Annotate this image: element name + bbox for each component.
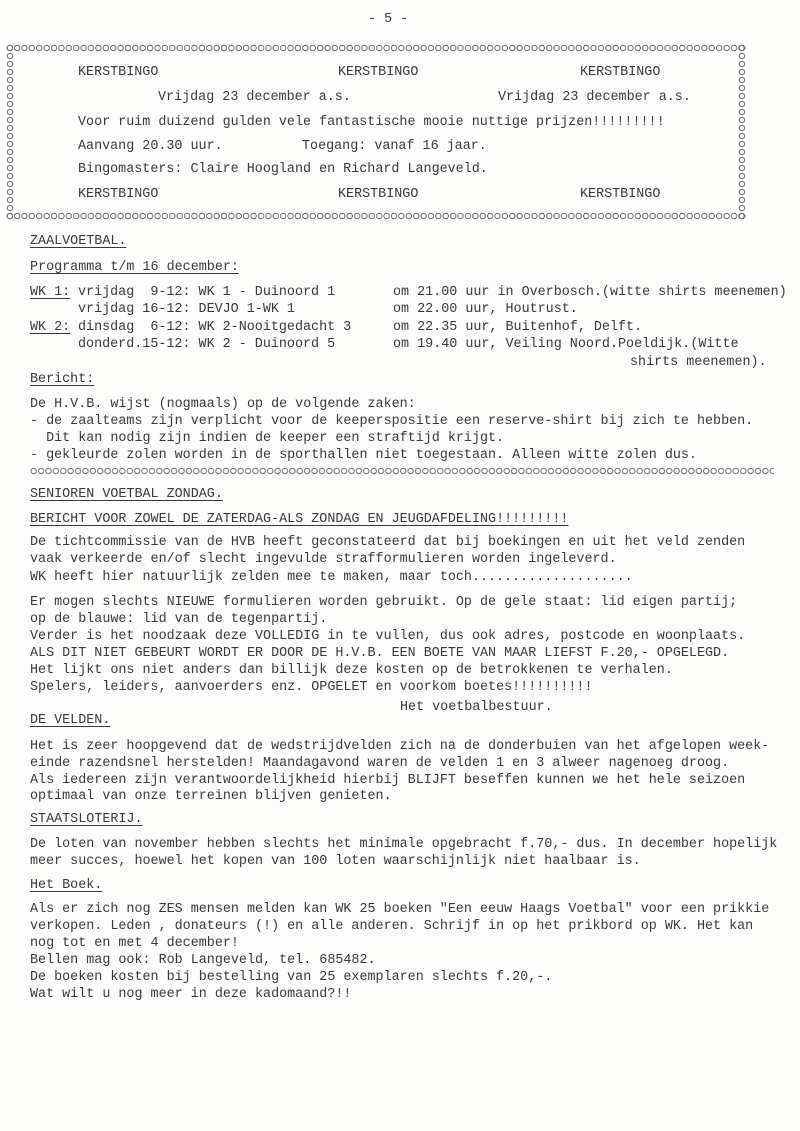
- bingo-title: KERSTBINGO: [78, 187, 159, 202]
- notice-heading: Bericht:: [30, 372, 95, 387]
- bingo-title: KERSTBINGO: [78, 65, 159, 80]
- paragraph-line: optimaal van onze terreinen blijven genieten.: [30, 789, 392, 804]
- schedule-location: om 19.40 uur, Veiling Noord.Poeldijk.(Witte: [393, 337, 739, 352]
- paragraph-line: op de blauwe: lid van de tegenpartij.: [30, 612, 328, 627]
- paragraph-line: WK heeft hier natuurlijk zelden mee te maken, maar toch....................: [30, 570, 633, 585]
- paragraph-line: Wat wilt u nog meer in deze kadomaand?!!: [30, 987, 352, 1002]
- bingo-title: KERSTBINGO: [338, 65, 419, 80]
- program-heading: Programma t/m 16 december:: [30, 260, 239, 275]
- schedule-location: om 22.00 uur, Houtrust.: [393, 302, 578, 317]
- schedule-team: WK 2:: [30, 320, 71, 335]
- notice-line: - gekleurde zolen worden in de sporthallen niet toegestaan. Alleen witte zolen dus.: [30, 448, 697, 463]
- paragraph-line: verkopen. Leden , donateurs (!) en alle anderen. Schrijf in op het prikbord op WK. Het kan: [30, 919, 754, 934]
- velden-heading: DE VELDEN.: [30, 713, 111, 728]
- paragraph-line: De boeken kosten bij bestelling van 25 exemplaren slechts f.20,-.: [30, 970, 553, 985]
- paragraph-line: nog tot en met 4 december!: [30, 936, 239, 951]
- bingo-title: KERSTBINGO: [338, 187, 419, 202]
- notice-line: - de zaalteams zijn verplicht voor de keeperspositie een reserve-shirt bij zich te hebben.: [30, 414, 754, 429]
- page-number: - 5 -: [368, 12, 409, 27]
- bingo-title: KERSTBINGO: [580, 65, 661, 80]
- paragraph-line: De tichtcommissie van de HVB heeft geconstateerd dat bij boekingen en uit het veld zenden: [30, 535, 746, 550]
- bingo-title: KERSTBINGO: [580, 187, 661, 202]
- schedule-location: om 21.00 uur in Overbosch.(witte shirts meenemen): [393, 285, 787, 300]
- paragraph-line: Als iedereen zijn verantwoordelijkheid hierbij BLIJFT beseffen kunnen we het hele seizoen: [30, 773, 746, 788]
- schedule-match: vrijdag 9-12: WK 1 - Duinoord 1: [78, 285, 336, 300]
- paragraph-line: Het is zeer hoopgevend dat de wedstrijdvelden zich na de donderbuien van het afgelopen week-: [30, 739, 770, 754]
- paragraph-line: Het lijkt ons niet anders dan billijk deze kosten op de betrokkenen te verhalen.: [30, 663, 673, 678]
- schedule-location-continued: shirts meenemen).: [630, 355, 767, 370]
- bingo-start: Aanvang 20.30 uur.: [78, 139, 223, 154]
- paragraph-line: ALS DIT NIET GEBEURT WORDT ER DOOR DE H.V.B. EEN BOETE VAN MAAR LIEFST F.20,- OPGELEGD.: [30, 646, 730, 661]
- paragraph-line: Als er zich nog ZES mensen melden kan WK 25 boeken "Een eeuw Haags Voetbal" voor een prikkie: [30, 902, 770, 917]
- paragraph-line: einde razendsnel herstelden! Maandagavond waren de velden 1 en 3 alweer nagenoeg droog.: [30, 756, 730, 771]
- bingo-date: Vrijdag 23 december a.s.: [498, 90, 691, 105]
- bingo-prizes: Voor ruim duizend gulden vele fantastische mooie nuttige prijzen!!!!!!!!!: [78, 115, 665, 130]
- boek-heading: Het Boek.: [30, 878, 103, 893]
- frame-border-left: [6, 44, 14, 220]
- paragraph-line: Spelers, leiders, aanvoerders enz. OPGELET en voorkom boetes!!!!!!!!!!: [30, 680, 593, 695]
- paragraph-line: Er mogen slechts NIEUWE formulieren worden gebruikt. Op de gele staat: lid eigen partij;: [30, 595, 738, 610]
- senioren-heading: SENIOREN VOETBAL ZONDAG.: [30, 487, 223, 502]
- zaalvoetbal-heading: ZAALVOETBAL.: [30, 234, 127, 249]
- notice-line: Dit kan nodig zijn indien de keeper een straftijd krijgt.: [30, 431, 505, 446]
- signature: Het voetbalbestuur.: [400, 700, 553, 715]
- senioren-subheading: BERICHT VOOR ZOWEL DE ZATERDAG-ALS ZONDAG EN JEUGDAFDELING!!!!!!!!!: [30, 512, 569, 527]
- staatsloterij-heading: STAATSLOTERIJ.: [30, 812, 143, 827]
- frame-border-bottom: [6, 212, 746, 220]
- paragraph-line: Bellen mag ook: Rob Langeveld, tel. 685482.: [30, 953, 376, 968]
- notice-line: De H.V.B. wijst (nogmaals) op de volgende zaken:: [30, 397, 416, 412]
- schedule-match: dinsdag 6-12: WK 2-Nooitgedacht 3: [78, 320, 352, 335]
- schedule-match: vrijdag 16-12: DEVJO 1-WK 1: [78, 302, 295, 317]
- schedule-team: WK 1:: [30, 285, 71, 300]
- section-divider: [30, 467, 774, 475]
- bingo-masters: Bingomasters: Claire Hoogland en Richard Langeveld.: [78, 162, 488, 177]
- paragraph-line: meer succes, hoewel het kopen van 100 loten waarschijnlijk niet haalbaar is.: [30, 854, 641, 869]
- bingo-entry: Toegang: vanaf 16 jaar.: [302, 139, 487, 154]
- paragraph-line: vaak verkeerde en/of slecht ingevulde strafformulieren worden ingeleverd.: [30, 552, 617, 567]
- frame-border-top: [6, 44, 746, 52]
- schedule-location: om 22.35 uur, Buitenhof, Delft.: [393, 320, 643, 335]
- schedule-match: donderd.15-12: WK 2 - Duinoord 5: [78, 337, 336, 352]
- paragraph-line: Verder is het noodzaak deze VOLLEDIG in te vullen, dus ook adres, postcode en woonplaats.: [30, 629, 746, 644]
- paragraph-line: De loten van november hebben slechts het minimale opgebracht f.70,- dus. In december hopelijk: [30, 837, 778, 852]
- bingo-date: Vrijdag 23 december a.s.: [158, 90, 351, 105]
- frame-border-right: [738, 44, 746, 220]
